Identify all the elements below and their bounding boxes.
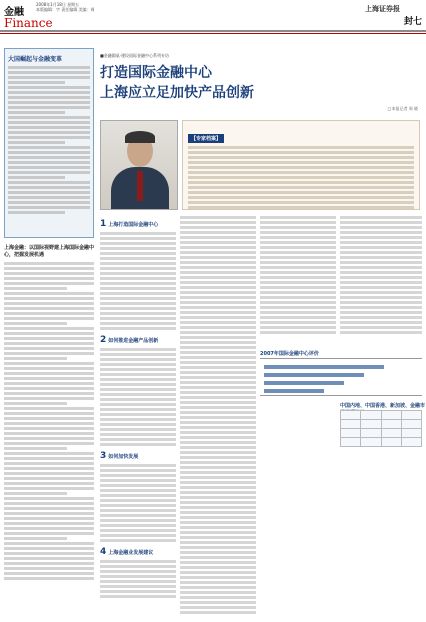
date-line [36, 2, 95, 12]
page-header [0, 0, 426, 44]
chart-title: 2007年国际金融中心评价 [260, 351, 319, 357]
table-title: 中国内地、中国香港、新加坡、金融市 [340, 403, 426, 409]
chart-bar-1 [264, 365, 384, 369]
portrait-hair [125, 131, 155, 143]
sidebar-text [4, 262, 94, 580]
header-rule [0, 30, 426, 32]
table-row [341, 411, 422, 420]
headline-line-2: 上海应立足加快产品创新 [100, 85, 254, 101]
page-number: 封七 [403, 17, 422, 27]
sidebar-quote: 上海金融：以国际视野建上海国际金融中心，把握发展机遇 [4, 245, 95, 258]
section-name: 金融 [4, 7, 24, 18]
left-column [4, 48, 94, 618]
chart-graphic [260, 359, 422, 395]
body-column-3 [260, 214, 336, 616]
table-row [341, 429, 422, 438]
article-kicker: ■金融圆桌·建设国际金融中心系列专访 [100, 53, 170, 58]
table-row [341, 420, 422, 429]
sidebar-title: 大国崛起与金融变革 [8, 56, 63, 63]
byline: □本报记者 周 晓 [387, 106, 418, 111]
expert-profile-label: 【专家档案】 [188, 134, 224, 143]
expert-profile-box [182, 120, 420, 210]
chart-bar-4 [264, 389, 324, 393]
table-row [341, 438, 422, 447]
date-line-1: 2008年1月18日 星期五 [36, 2, 80, 7]
portrait-photo [100, 120, 178, 210]
header-rule-red [0, 33, 426, 34]
chart-bar-2 [264, 373, 364, 377]
section-name-en: Finance [4, 16, 53, 30]
sidebar-box [4, 48, 94, 238]
qa-heading-1: 1 上海打造国际金融中心 [100, 219, 159, 229]
body-column-2 [180, 214, 256, 616]
paper-logo: 上海证券报 [365, 5, 400, 13]
date-line-2: 本版编辑：宇 责任编辑 美编：周 [36, 7, 95, 12]
ranking-chart [260, 358, 422, 396]
qa-heading-4: 4 上海金融业发展建议 [100, 547, 154, 557]
portrait-tie [137, 171, 143, 201]
qa-heading-3: 3 如何加快发展 [100, 451, 139, 461]
body-column-1 [100, 214, 176, 616]
headline-line-1: 打造国际金融中心 [100, 65, 212, 81]
chart-bar-3 [264, 381, 344, 385]
qa-heading-2: 2 如何推进金融产品创新 [100, 335, 159, 345]
market-size-table [340, 410, 422, 447]
